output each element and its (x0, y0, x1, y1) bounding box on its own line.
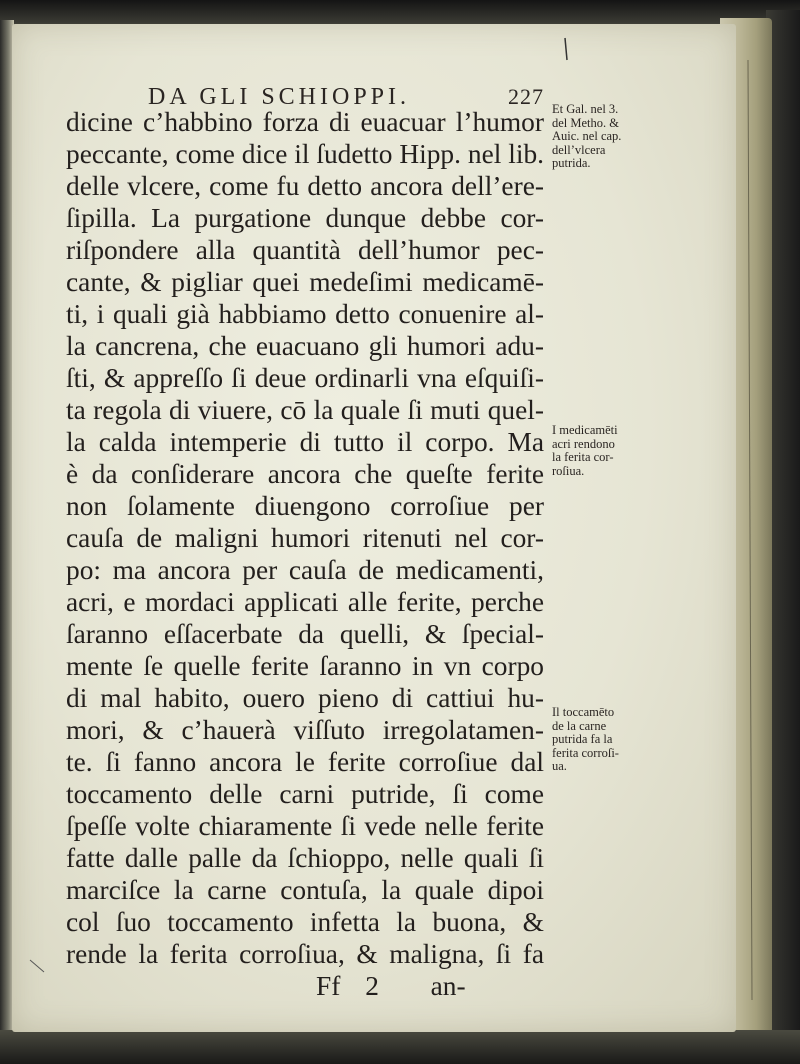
margin-note-medicamenti (552, 424, 664, 478)
text-line: riſpondere alla quantità dell’humor pec- (66, 235, 544, 265)
text-line: mori, & c’hauerà viſſuto irregolatamen- (66, 715, 544, 745)
margin-note-line: roſiua. (552, 463, 585, 478)
text-line: acri, e mordaci applicati alle ferite, perche (66, 587, 544, 617)
margin-note-line: del Metho. & (552, 115, 620, 130)
margin-note-line: I medicamēti (552, 423, 618, 437)
text-line: cauſa de maligni humori ritenuti nel cor- (66, 523, 544, 553)
text-line: mente ſe quelle ferite ſaranno in vn corpo (66, 651, 544, 681)
margin-note-line: acri rendono (552, 436, 615, 451)
text-line: ſipilla. La purgatione dunque debbe cor- (66, 203, 544, 233)
text-line: col ſuo toccamento infetta la buona, & (66, 907, 544, 937)
text-line: po: ma ancora per cauſa de medicamenti, (66, 555, 544, 585)
margin-note-line: de la carne (552, 718, 607, 733)
margin-note-galen (552, 103, 664, 171)
text-line: cante, & pigliar quei medeſimi medicamē- (66, 267, 544, 297)
margin-note-line: ua. (552, 759, 567, 773)
margin-note-line: putrida. (552, 156, 591, 170)
running-head-title: DA GLI SCHIOPPI. (148, 84, 411, 110)
text-line: non ſolamente diuengono corroſiue per (66, 491, 544, 521)
text-line: ti, i quali già habbiamo detto conuenire al- (66, 299, 544, 329)
margin-note-line: ferita corroſi- (552, 745, 619, 760)
main-text-block (66, 106, 544, 1002)
text-line: delle vlcere, come fu detto ancora dell’ere- (66, 171, 544, 201)
margin-note-line: Et Gal. nel 3. (552, 102, 619, 116)
page-number: 227 (508, 84, 544, 109)
text-line: ſpeſſe volte chiaramente ſi vede nelle ferite (66, 811, 544, 841)
text-line: te. ſi fanno ancora le ferite corroſiue dal (66, 747, 544, 777)
margin-note-line: Il toccamēto (552, 705, 615, 719)
text-line: è da conſiderare ancora che queſte ferite (66, 459, 544, 489)
margin-note-line: putrida fa la (552, 732, 613, 746)
text-line: la calda intemperie di tutto il corpo. Ma (66, 427, 544, 457)
signature-mark: Ff 2 (316, 971, 379, 1001)
catchword: an- (430, 971, 466, 1001)
margin-note-line: la ferita cor- (552, 450, 614, 464)
margin-note-line: Auic. nel cap. (552, 129, 622, 143)
text-line: rende la ferita corroſiua, & maligna, ſi fa (66, 939, 544, 969)
text-line: ta regola di viuere, cō la quale ſi muti quel- (66, 395, 544, 425)
margin-note-line: dell’vlcera (552, 142, 606, 157)
margin-note-toccamento (552, 706, 664, 774)
text-line: peccante, come dice il ſudetto Hipp. nel lib. (66, 139, 544, 169)
text-line: dicine c’habbino forza di euacuar l’humor (66, 107, 544, 137)
text-line: fatte dalle palle da ſchioppo, nelle quali ſi (66, 843, 544, 873)
text-line: marciſce la carne contuſa, la quale dipoi (66, 875, 544, 905)
text-line: di mal habito, ouero pieno di cattiui hu- (66, 683, 544, 713)
text-line: toccamento delle carni putride, ſi come (66, 779, 544, 809)
text-line: la cancrena, che euacuano gli humori adu- (66, 331, 544, 361)
signature-line (66, 970, 544, 1002)
text-line: ſti, & appreſſo ſi deue ordinarli vna eſquiſi- (66, 363, 544, 393)
text-line: ſaranno eſſacerbate da quelli, & ſpecial- (66, 619, 544, 649)
